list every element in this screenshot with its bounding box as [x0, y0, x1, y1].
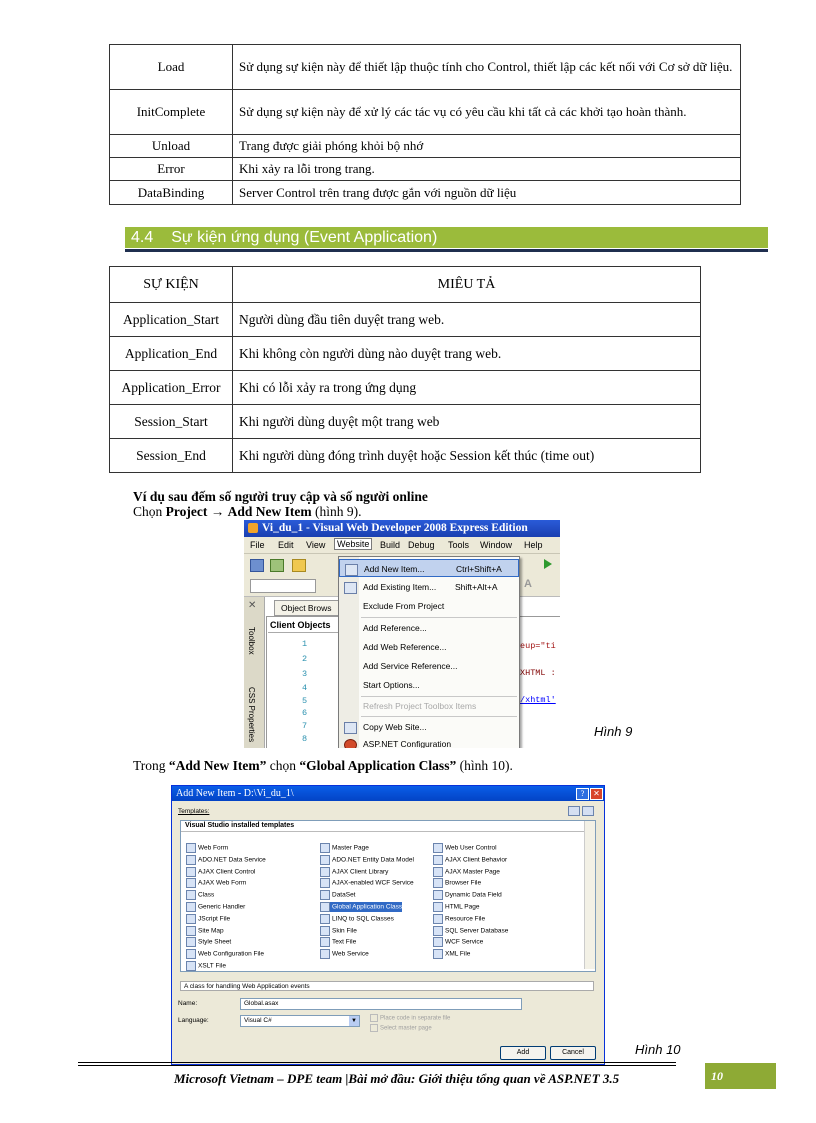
template-item[interactable] — [186, 961, 226, 971]
template-icon — [186, 914, 196, 924]
checkbox-box — [370, 1014, 378, 1022]
event-name: Session_Start — [110, 405, 233, 439]
example-intro — [133, 489, 428, 504]
template-label: AJAX Client Library — [332, 868, 389, 876]
template-icon — [433, 890, 443, 900]
menu-item-label: ASP.NET Configuration — [363, 739, 452, 748]
event-description: Server Control trên trang được gắn với nguồn dữ liệu — [233, 181, 741, 205]
menu-item-exclude-from-project[interactable] — [339, 597, 519, 615]
template-label: Resource File — [445, 915, 486, 923]
template-label: JScript File — [198, 915, 231, 923]
help-icon[interactable]: ? — [576, 788, 589, 800]
add-button[interactable]: Add — [500, 1046, 546, 1060]
table-row — [110, 90, 741, 135]
menu-item-shortcut: Shift+Alt+A — [455, 582, 498, 592]
template-label: ADO.NET Entity Data Model — [332, 856, 414, 864]
style-dropdown[interactable] — [250, 579, 316, 593]
event-name: Application_End — [110, 337, 233, 371]
event-description: Trang được giải phóng khỏi bộ nhớ — [233, 135, 741, 158]
menu-file[interactable]: File — [250, 540, 265, 550]
side-panel-strip — [244, 597, 265, 748]
template-icon — [186, 937, 196, 947]
template-icon — [186, 949, 196, 959]
name-label: Name: — [178, 1000, 198, 1007]
code-fragment: XHTML : — [520, 668, 556, 678]
menu-item-label: Add Service Reference... — [363, 661, 458, 671]
template-item[interactable] — [186, 914, 230, 924]
menu-item-label: Add Web Reference... — [363, 642, 447, 652]
template-item[interactable] — [320, 855, 414, 865]
text-ref-fig10: (hình 10). — [456, 758, 513, 773]
template-label: DataSet — [332, 891, 356, 899]
text-global-class: “Global Application Class” — [299, 758, 457, 773]
template-icon — [320, 949, 330, 959]
small-icons-view-icon[interactable] — [582, 806, 594, 816]
section-number: 4.4 — [131, 229, 154, 246]
template-item[interactable] — [433, 914, 485, 924]
template-label: Web User Control — [445, 844, 497, 852]
page-number: 10 — [705, 1063, 776, 1089]
event-name: Error — [110, 158, 233, 181]
template-icon — [433, 878, 443, 888]
template-label: XML File — [445, 950, 471, 958]
template-label: Dynamic Data Field — [445, 891, 502, 899]
menu-item-label: Exclude From Project — [363, 601, 445, 611]
template-label: AJAX Client Behavior — [445, 856, 508, 864]
template-icon — [186, 926, 196, 936]
add-item-icon[interactable] — [270, 559, 284, 572]
separate-file-checkbox[interactable] — [370, 1014, 450, 1022]
checkbox-label: Select master page — [380, 1025, 432, 1032]
template-label: AJAX-enabled WCF Service — [332, 880, 414, 888]
template-item[interactable] — [320, 926, 357, 936]
new-project-icon[interactable] — [250, 559, 264, 572]
menu-view[interactable]: View — [306, 540, 326, 550]
template-item[interactable] — [186, 878, 246, 888]
font-color-icon[interactable]: A — [524, 578, 532, 590]
template-item[interactable] — [433, 937, 483, 947]
menu-item-label: Add Existing Item... — [363, 582, 437, 592]
table-row — [110, 405, 701, 439]
template-item[interactable] — [433, 878, 481, 888]
template-label: Class — [198, 891, 215, 899]
template-label: Web Service — [332, 950, 369, 958]
template-item[interactable] — [320, 843, 369, 853]
global-class-instruction — [133, 758, 513, 773]
table-row — [110, 303, 701, 337]
template-item[interactable] — [186, 902, 245, 912]
menu-item-label: Add New Item... — [364, 564, 425, 574]
menu-item-add-service-reference[interactable] — [339, 657, 519, 675]
event-description: Khi có lỗi xảy ra trong ứng dụng — [233, 371, 701, 405]
template-item[interactable] — [320, 890, 356, 900]
template-icon — [186, 890, 196, 900]
template-icon — [320, 902, 330, 912]
event-description: Khi xảy ra lỗi trong trang. — [233, 158, 741, 181]
template-icon — [186, 855, 196, 865]
object-browser-tab[interactable]: Object Brows — [274, 600, 372, 616]
menu-item-add-new-item[interactable] — [339, 559, 519, 577]
template-label: LINQ to SQL Classes — [332, 915, 394, 923]
language-label: Language: — [178, 1017, 209, 1024]
language-selected-value: Visual C# — [244, 1017, 272, 1024]
text-ref-fig9: (hình 9). — [311, 504, 362, 519]
template-label: SQL Server Database — [445, 927, 509, 935]
template-item[interactable] — [186, 949, 264, 959]
text-add-new-item: “Add New Item” — [168, 758, 267, 773]
template-label: Master Page — [332, 844, 369, 852]
new-item-icon — [345, 564, 358, 576]
close-icon[interactable]: ✕ — [590, 788, 603, 800]
templates-group-header: Visual Studio installed templates — [181, 821, 589, 832]
template-icon — [320, 937, 330, 947]
menu-item-start-options[interactable] — [339, 676, 519, 694]
menu-item-copy-web-site[interactable] — [339, 718, 519, 736]
event-name: Unload — [110, 135, 233, 158]
template-icon — [433, 867, 443, 877]
text-add-new-item: Add New Item — [227, 504, 312, 519]
template-item[interactable] — [320, 949, 369, 959]
footer-rule — [78, 1062, 676, 1063]
menu-item-add-reference[interactable] — [339, 619, 519, 637]
template-label: WCF Service — [445, 939, 484, 947]
footer-rule — [78, 1065, 676, 1066]
event-description: Khi người dùng duyệt một trang web — [233, 405, 701, 439]
start-debug-icon[interactable] — [544, 559, 552, 569]
template-item[interactable] — [433, 855, 507, 865]
menu-item-aspnet-configuration[interactable] — [339, 735, 519, 748]
template-label: AJAX Master Page — [445, 868, 500, 876]
templates-scrollbar[interactable] — [584, 821, 595, 969]
page-events-table-continued — [109, 44, 741, 205]
template-item[interactable] — [186, 926, 224, 936]
templates-label: Templates: — [178, 808, 210, 815]
text-prefix: Trong — [133, 758, 169, 773]
table-row — [110, 337, 701, 371]
template-icon — [320, 843, 330, 853]
template-label: ADO.NET Data Service — [198, 856, 266, 864]
template-label: HTML Page — [445, 903, 480, 911]
template-label: XSLT File — [198, 962, 226, 970]
application-events-table — [109, 266, 701, 473]
line-number: 8 — [302, 734, 308, 744]
text-choose: chọn — [266, 758, 300, 773]
table-row — [110, 371, 701, 405]
vwd-screenshot — [244, 520, 560, 748]
table-header-row — [110, 267, 701, 303]
code-fragment: /xhtml' — [520, 695, 556, 705]
aspnet-config-icon — [344, 739, 357, 748]
client-objects-dropdown[interactable]: Client Objects — [268, 618, 370, 633]
menu-item-refresh-toolbox — [339, 697, 519, 715]
template-label: Browser File — [445, 880, 482, 888]
choose-instruction — [133, 504, 362, 519]
event-description: Sử dụng sự kiện này để thiết lập thuộc tính cho Control, thiết lập các kết nối với Cơ sở dữ liệu. — [233, 45, 741, 90]
section-heading — [125, 227, 768, 248]
template-icon — [433, 843, 443, 853]
template-icon — [186, 961, 196, 971]
template-label: AJAX Client Control — [198, 868, 256, 876]
table-row — [110, 158, 741, 181]
menu-item-label: Copy Web Site... — [363, 722, 427, 732]
template-label: Skin File — [332, 927, 357, 935]
close-icon[interactable]: ✕ — [248, 600, 257, 611]
event-description: Khi người dùng đóng trình duyệt hoặc Session kết thúc (time out) — [233, 439, 701, 473]
template-item[interactable] — [320, 914, 394, 924]
menu-separator — [361, 716, 517, 717]
template-label: Text File — [332, 939, 357, 947]
template-icon — [433, 855, 443, 865]
template-icon — [186, 843, 196, 853]
line-number: 4 — [302, 683, 308, 693]
event-name: Application_Start — [110, 303, 233, 337]
template-item[interactable] — [433, 902, 479, 912]
template-item[interactable] — [186, 937, 231, 947]
line-number: 1 — [302, 639, 308, 649]
menu-window[interactable]: Window — [480, 540, 513, 550]
event-name: Load — [110, 45, 233, 90]
template-icon — [186, 902, 196, 912]
template-item[interactable] — [433, 867, 500, 877]
menu-item-shortcut: Ctrl+Shift+A — [456, 564, 502, 574]
cancel-button[interactable]: Cancel — [550, 1046, 596, 1060]
open-folder-icon[interactable] — [292, 559, 306, 572]
template-icon — [433, 914, 443, 924]
figure-caption-10: Hình 10 — [635, 1042, 681, 1057]
menu-item-add-existing-item[interactable] — [339, 578, 519, 596]
template-icon — [320, 855, 330, 865]
template-item[interactable] — [433, 926, 508, 936]
menu-build[interactable]: Build — [380, 540, 401, 550]
template-item[interactable] — [186, 867, 255, 877]
table-row — [110, 181, 741, 205]
column-header-event: SỰ KIỆN — [110, 267, 233, 303]
template-item[interactable] — [186, 843, 228, 853]
menu-help[interactable]: Help — [524, 540, 543, 550]
template-icon — [320, 878, 330, 888]
line-number: 7 — [302, 721, 308, 731]
large-icons-view-icon[interactable] — [568, 806, 580, 816]
copy-site-icon — [344, 722, 357, 734]
template-icon — [433, 926, 443, 936]
event-name: Session_End — [110, 439, 233, 473]
code-fragment: eup="ti — [520, 641, 556, 651]
example-intro-bold: Ví dụ sau đếm số người truy cập và số người online — [133, 489, 428, 504]
window-title-bar — [244, 520, 560, 537]
window-title: Vi_du_1 - Visual Web Developer 2008 Express Edition — [262, 522, 528, 534]
template-label: Web Configuration File — [198, 950, 264, 958]
name-input[interactable]: Global.asax — [240, 998, 522, 1010]
language-select[interactable] — [240, 1015, 360, 1027]
template-label: Style Sheet — [198, 939, 232, 947]
line-number: 6 — [302, 708, 308, 718]
checkbox-label: Place code in separate file — [380, 1015, 451, 1022]
template-label: Site Map — [198, 927, 224, 935]
line-number: 3 — [302, 669, 308, 679]
menu-tools[interactable]: Tools — [448, 540, 470, 550]
menu-website[interactable]: Website — [334, 538, 372, 550]
template-item[interactable] — [320, 878, 414, 888]
table-row — [110, 135, 741, 158]
template-icon — [433, 937, 443, 947]
dialog-title-bar — [172, 786, 604, 801]
template-item[interactable] — [320, 867, 388, 877]
template-label: Global Application Class — [332, 903, 403, 911]
template-icon — [186, 878, 196, 888]
template-item[interactable] — [186, 890, 214, 900]
template-icon — [433, 902, 443, 912]
website-menu-dropdown — [338, 556, 520, 748]
menu-item-label: Start Options... — [363, 680, 420, 690]
template-item[interactable] — [320, 902, 402, 912]
template-label: Web Form — [198, 844, 229, 852]
arrow-glyph: → — [207, 504, 228, 519]
add-new-item-dialog — [171, 785, 605, 1065]
template-icon — [433, 949, 443, 959]
event-name: DataBinding — [110, 181, 233, 205]
line-number: 5 — [302, 696, 308, 706]
heading-underline — [125, 249, 768, 252]
menu-bar — [244, 537, 560, 554]
menu-item-add-web-reference[interactable] — [339, 638, 519, 656]
template-label: Generic Handler — [198, 903, 246, 911]
event-description: Khi không còn người dùng nào duyệt trang web. — [233, 337, 701, 371]
template-icon — [186, 867, 196, 877]
table-row — [110, 439, 701, 473]
template-icon — [320, 914, 330, 924]
toolbox-tab[interactable]: Toolbox — [247, 627, 256, 655]
menu-debug[interactable]: Debug — [408, 540, 435, 550]
menu-item-label: Refresh Project Toolbox Items — [363, 701, 477, 711]
template-icon — [320, 926, 330, 936]
dialog-title: Add New Item - D:\Vi_du_1\ — [176, 788, 294, 799]
menu-edit[interactable]: Edit — [278, 540, 294, 550]
template-label: AJAX Web Form — [198, 880, 247, 888]
template-item[interactable] — [433, 843, 497, 853]
event-description: Người dùng đầu tiên duyệt trang web. — [233, 303, 701, 337]
event-name: InitComplete — [110, 90, 233, 135]
text-choose: Chọn — [133, 504, 166, 519]
event-name: Application_Error — [110, 371, 233, 405]
column-header-description: MIÊU TẢ — [233, 267, 701, 303]
template-description: A class for handling Web Application events — [180, 981, 594, 991]
app-icon — [248, 523, 258, 533]
css-properties-tab[interactable]: CSS Properties — [247, 687, 256, 743]
line-number: 2 — [302, 654, 308, 664]
event-description: Sử dụng sự kiện này để xử lý các tác vụ có yêu cầu khi tất cả các khởi tạo hoàn thành. — [233, 90, 741, 135]
template-item[interactable] — [186, 855, 266, 865]
section-title: Sự kiện ứng dụng (Event Application) — [171, 229, 438, 246]
menu-item-label: Add Reference... — [363, 623, 427, 633]
text-project: Project — [165, 504, 208, 519]
template-item[interactable] — [433, 890, 502, 900]
table-row — [110, 45, 741, 90]
template-item[interactable] — [320, 937, 356, 947]
master-page-checkbox[interactable] — [370, 1024, 432, 1032]
existing-item-icon — [344, 582, 357, 594]
template-icon — [320, 890, 330, 900]
chevron-down-icon: ▼ — [349, 1016, 359, 1026]
template-icon — [320, 867, 330, 877]
menu-separator — [361, 617, 517, 618]
checkbox-box — [370, 1024, 378, 1032]
footer-text: Microsoft Vietnam – DPE team |Bài mở đầu: Giới thiệu tổng quan về ASP.NET 3.5 — [174, 1071, 620, 1086]
figure-caption-9: Hình 9 — [594, 724, 633, 739]
template-item[interactable] — [433, 949, 470, 959]
